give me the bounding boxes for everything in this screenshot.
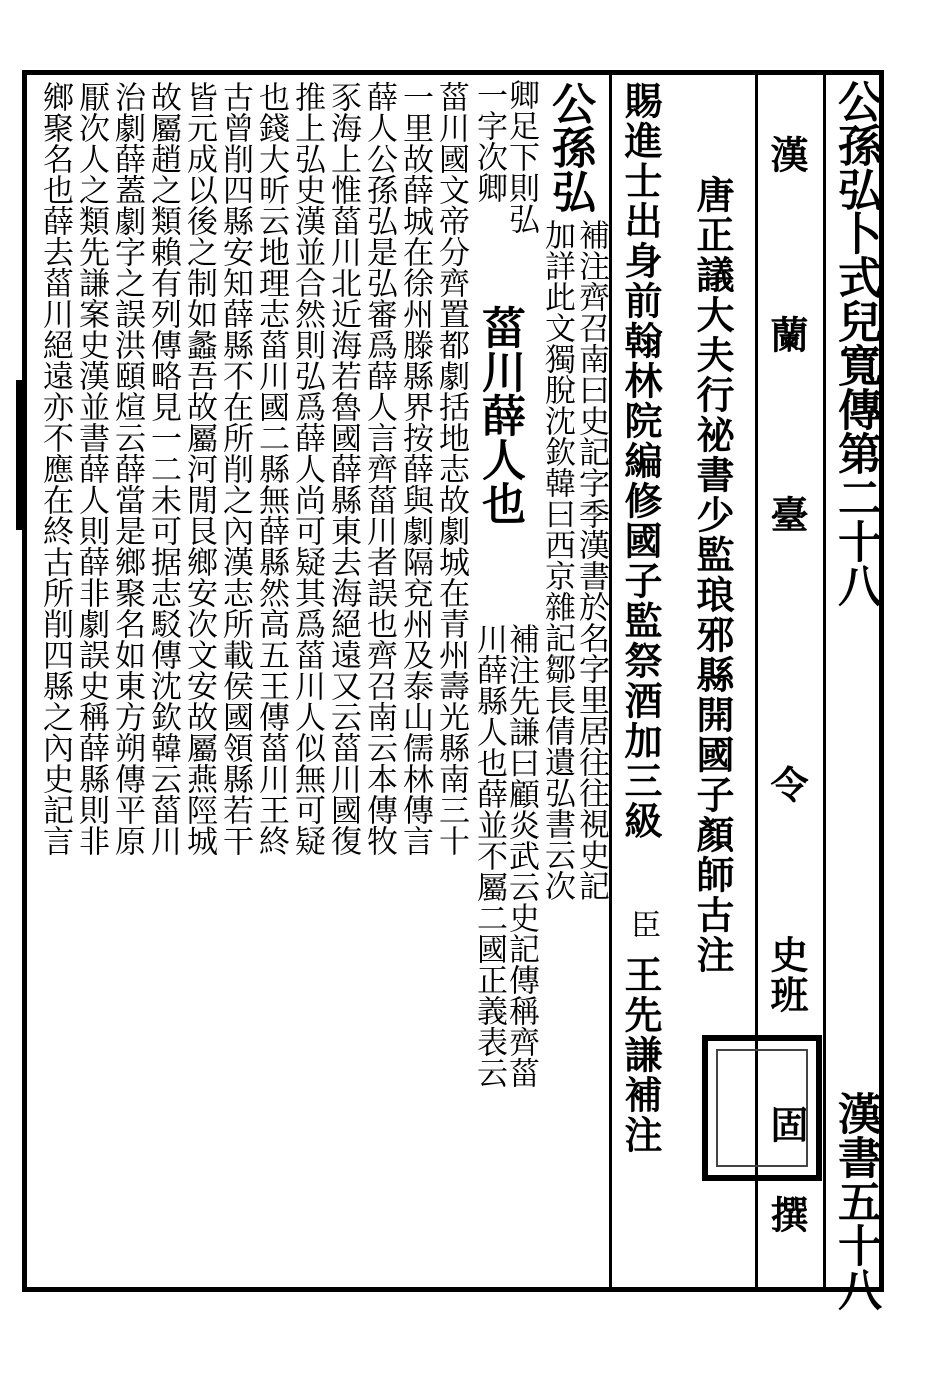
- left-edge-mark: [16, 380, 22, 530]
- note-2c: 補注先謙曰顧炎武云史記傳稱齊菑: [503, 623, 539, 1088]
- commentary-line-5: 薛人公孫弘是弘審爲薛人言齊菑川者誤也齊召南云本傳牧: [361, 81, 397, 856]
- author-verb: 撰: [764, 1195, 809, 1235]
- author-office-2: 臺: [764, 495, 809, 535]
- author-office-1: 蘭: [764, 315, 809, 355]
- author-column: [764, 135, 809, 175]
- annotator-2-line: 賜進士出身前翰林院編修國子監祭酒加三級: [618, 81, 663, 841]
- note-2d: 川薛縣人也薛並不屬二國正義表云: [471, 623, 507, 1088]
- note-1a: 補注齊召南曰史記字季漢書於名字里居往往視史記: [573, 219, 609, 901]
- chapter-title: 公孫弘卜式兒寬傳第二十八: [830, 79, 881, 607]
- author-dynasty: 漢: [764, 135, 809, 175]
- author-office-3: 令: [764, 765, 809, 805]
- subject-origin: 菑川薛人也: [474, 305, 525, 525]
- subject-name: 公孫弘: [544, 81, 595, 213]
- note-1b: 加詳此文獨脫沈欽韓曰西京雜記鄒長倩遺弘書云次: [539, 219, 575, 901]
- book-marker: 漢書五十八: [830, 1091, 881, 1311]
- commentary-line-9: 古曾削四縣安知薛縣不在所削之內漢志所載侯國領縣若干: [217, 81, 253, 856]
- commentary-line-6: 豕海上惟菑川北近海若魯國薛縣東去海絕遠又云菑川國復: [325, 81, 361, 856]
- note-2a: 卿足下則弘: [503, 79, 539, 234]
- annotator-divider: [609, 75, 612, 1287]
- commentary-line-13: 厭次人之類先謙案史漢並書薛人則薛非劇誤史稱薛縣則非: [73, 81, 109, 856]
- commentary-line-12: 治劇薛蓋劇字之誤洪頤煊云薛當是鄉聚名如東方朔傳平原: [109, 81, 145, 856]
- seal-inner-border: [716, 1049, 808, 1167]
- annotator-2-name: 王先謙補注: [618, 955, 663, 1155]
- commentary-line-8: 也錢大昕云地理志菑川國二縣無薛縣然高五王傳菑川王終: [253, 81, 289, 856]
- author-given-name: 固: [764, 1105, 809, 1145]
- collector-seal: [702, 1035, 822, 1181]
- commentary-line-7: 推上弘史漢並合然則弘爲薛人尚可疑其爲菑川人似無可疑: [289, 81, 325, 856]
- commentary-line-4: 一里故薛城在徐州滕縣界按薛與劇隔兗州及泰山儒林傳言: [397, 81, 433, 856]
- annotator-2-subject: 臣: [625, 909, 660, 939]
- commentary-line-10: 皆元成以後之制如蠡吾故屬河閒艮鄉安次文安故屬燕陘城: [181, 81, 217, 856]
- commentary-line-3: 菑川國文帝分齊置都劇括地志故劇城在青州壽光縣南三十: [433, 81, 469, 856]
- commentary-line-11: 故屬趙之類賴有列傳略見一二未可据志駁傳沈欽韓云菑川: [145, 81, 181, 856]
- commentary-line-14: 鄉聚名也薛去菑川絕遠亦不應在終古所削四縣之內史記言: [37, 81, 73, 856]
- annotator-line: 唐正議大夫行祕書少監琅邪縣開國子顏師古注: [690, 175, 735, 975]
- title-divider: [823, 75, 826, 1287]
- author-name: 史班: [764, 935, 809, 1015]
- note-2b: 一字次卿: [471, 79, 507, 203]
